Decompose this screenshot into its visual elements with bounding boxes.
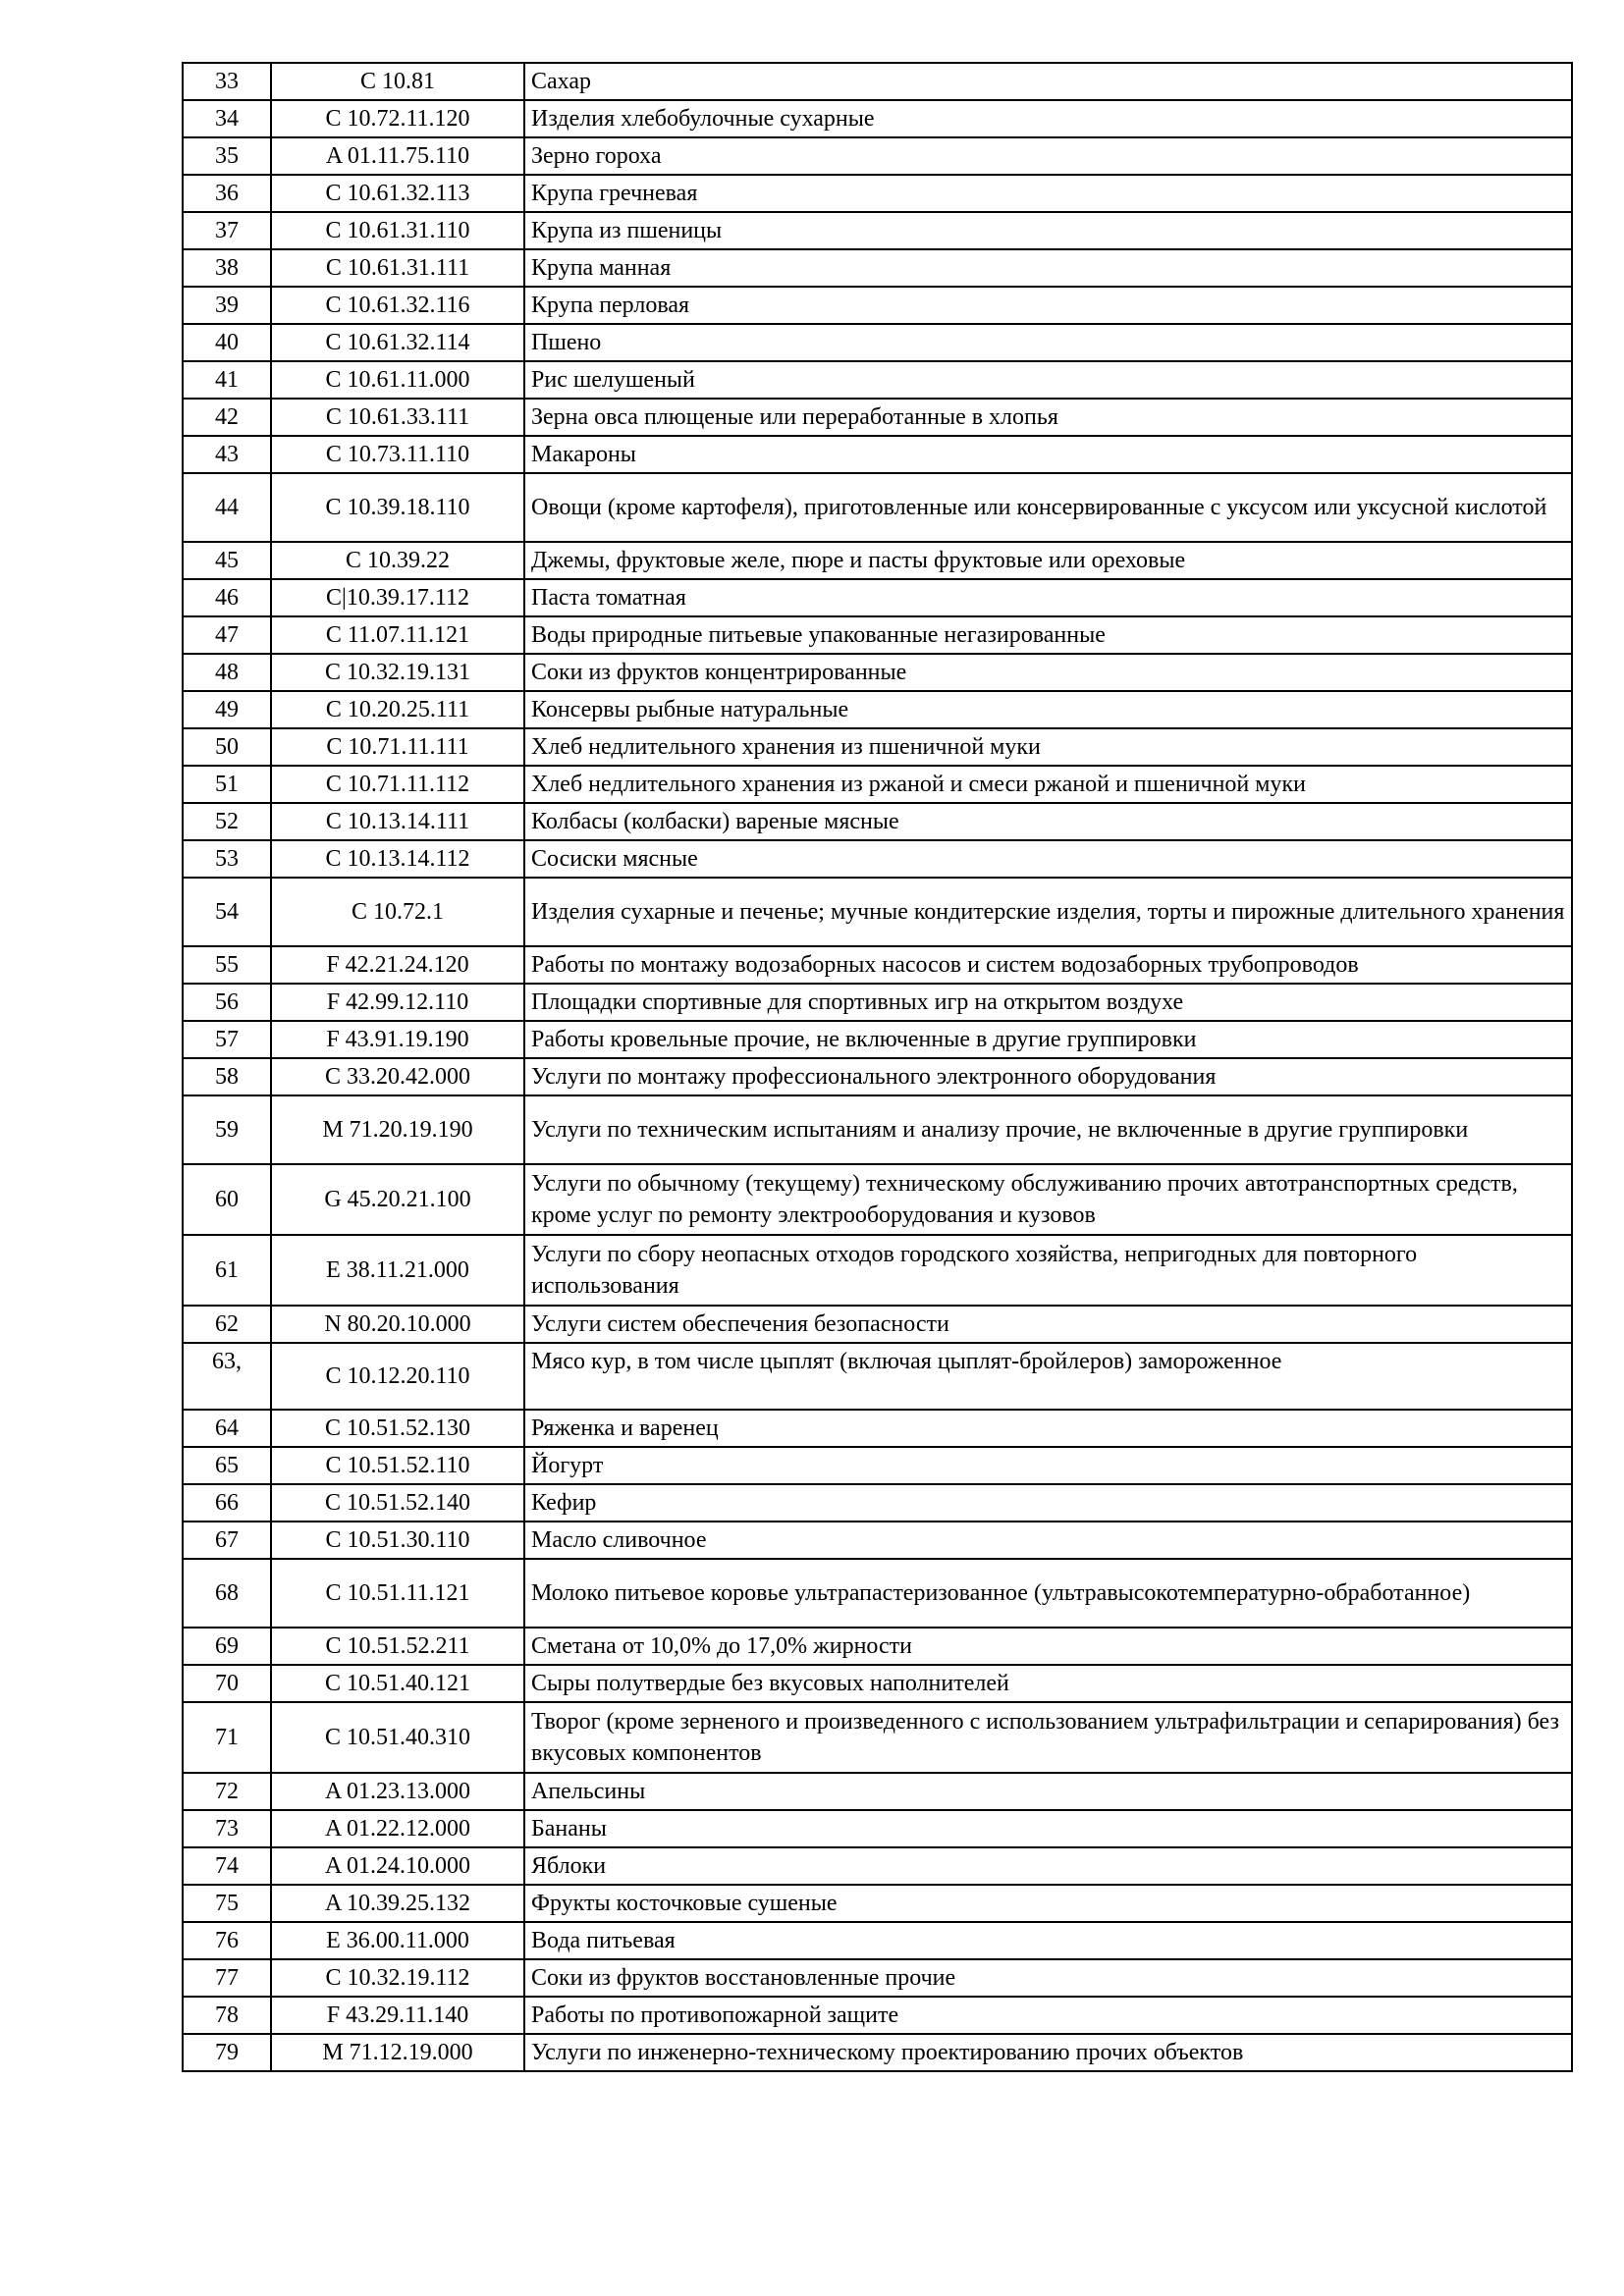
- item-name: Молоко питьевое коровье ультрапастеризованное (ультравысокотемпературно-обработанное): [524, 1559, 1572, 1628]
- row-number: 54: [183, 878, 271, 946]
- table-row: [183, 984, 1572, 1021]
- table-row: [183, 1447, 1572, 1484]
- item-name: Апельсины: [524, 1773, 1572, 1810]
- row-number: 69: [183, 1628, 271, 1665]
- item-name: Ряженка и варенец: [524, 1410, 1572, 1447]
- table-row: [183, 137, 1572, 175]
- okpd-code: C 10.72.1: [271, 878, 524, 946]
- item-name: Макароны: [524, 436, 1572, 473]
- table-row: [183, 249, 1572, 287]
- row-number: 76: [183, 1922, 271, 1959]
- okpd-code: C 10.51.11.121: [271, 1559, 524, 1628]
- table-row: [183, 473, 1572, 542]
- table-row: [183, 1665, 1572, 1702]
- item-name: Соки из фруктов концентрированные: [524, 654, 1572, 691]
- item-name: Яблоки: [524, 1847, 1572, 1885]
- table-row: [183, 1306, 1572, 1343]
- row-number: 47: [183, 616, 271, 654]
- item-name: Фрукты косточковые сушеные: [524, 1885, 1572, 1922]
- item-name: Работы по противопожарной защите: [524, 1997, 1572, 2034]
- row-number: 66: [183, 1484, 271, 1522]
- okpd-code: C 10.51.30.110: [271, 1522, 524, 1559]
- table-row: [183, 399, 1572, 436]
- row-number: 44: [183, 473, 271, 542]
- row-number: 50: [183, 728, 271, 766]
- table-row: [183, 840, 1572, 878]
- okpd-code: C 10.61.32.114: [271, 324, 524, 361]
- row-number: 56: [183, 984, 271, 1021]
- item-name: Услуги по обычному (текущему) техническому обслуживанию прочих автотранспортных средств, кроме услуг по ремонту электрооборудования и кузовов: [524, 1164, 1572, 1235]
- row-number: 70: [183, 1665, 271, 1702]
- table-row: [183, 100, 1572, 137]
- okpd-code: E 36.00.11.000: [271, 1922, 524, 1959]
- okpd-code: C 10.13.14.111: [271, 803, 524, 840]
- okpd-code: C 10.61.32.113: [271, 175, 524, 212]
- row-number: 79: [183, 2034, 271, 2071]
- item-name: Вода питьевая: [524, 1922, 1572, 1959]
- okpd-code: F 43.91.19.190: [271, 1021, 524, 1058]
- okpd-code: C 10.81: [271, 63, 524, 100]
- row-number: 38: [183, 249, 271, 287]
- item-name: Сосиски мясные: [524, 840, 1572, 878]
- item-name: Бананы: [524, 1810, 1572, 1847]
- row-number: 58: [183, 1058, 271, 1095]
- table-row: [183, 1702, 1572, 1773]
- row-number: 75: [183, 1885, 271, 1922]
- table-row: [183, 803, 1572, 840]
- table-row: [183, 1628, 1572, 1665]
- item-name: Сыры полутвердые без вкусовых наполнителей: [524, 1665, 1572, 1702]
- item-name: Пшено: [524, 324, 1572, 361]
- item-name: Консервы рыбные натуральные: [524, 691, 1572, 728]
- item-name: Изделия хлебобулочные сухарные: [524, 100, 1572, 137]
- row-number: 48: [183, 654, 271, 691]
- table-row: [183, 1810, 1572, 1847]
- okpd-code: M 71.12.19.000: [271, 2034, 524, 2071]
- item-name: Творог (кроме зерненого и произведенного с использованием ультрафильтрации и сепарирования) без вкусовых компонентов: [524, 1702, 1572, 1773]
- item-name: Крупа перловая: [524, 287, 1572, 324]
- okpd-code: C 10.61.33.111: [271, 399, 524, 436]
- item-name: Паста томатная: [524, 579, 1572, 616]
- row-number: 71: [183, 1702, 271, 1773]
- okpd-code: C 10.61.31.110: [271, 212, 524, 249]
- okpd-code: C 10.39.18.110: [271, 473, 524, 542]
- table-row: [183, 1997, 1572, 2034]
- item-name: Услуги по сбору неопасных отходов городского хозяйства, непригодных для повторного использования: [524, 1235, 1572, 1306]
- item-name: Крупа манная: [524, 249, 1572, 287]
- table-row: [183, 1235, 1572, 1306]
- item-name: Изделия сухарные и печенье; мучные кондитерские изделия, торты и пирожные длительного хранения: [524, 878, 1572, 946]
- okpd-code: C 10.51.52.140: [271, 1484, 524, 1522]
- row-number: 73: [183, 1810, 271, 1847]
- row-number: 68: [183, 1559, 271, 1628]
- table-row: [183, 1773, 1572, 1810]
- row-number: 61: [183, 1235, 271, 1306]
- row-number: 78: [183, 1997, 271, 2034]
- item-name: Йогурт: [524, 1447, 1572, 1484]
- row-number: 33: [183, 63, 271, 100]
- table-row: [183, 1522, 1572, 1559]
- table-row: [183, 616, 1572, 654]
- row-number: 42: [183, 399, 271, 436]
- table-row: [183, 1343, 1572, 1410]
- item-name: Воды природные питьевые упакованные негазированные: [524, 616, 1572, 654]
- table-row: [183, 175, 1572, 212]
- item-name: Рис шелушеный: [524, 361, 1572, 399]
- okpd-code: C 10.13.14.112: [271, 840, 524, 878]
- okpd-code: G 45.20.21.100: [271, 1164, 524, 1235]
- row-number: 53: [183, 840, 271, 878]
- row-number: 74: [183, 1847, 271, 1885]
- row-number: 46: [183, 579, 271, 616]
- table-row: [183, 946, 1572, 984]
- table-row: [183, 1021, 1572, 1058]
- table-row: [183, 691, 1572, 728]
- okpd-code: C 10.39.22: [271, 542, 524, 579]
- item-name: Крупа из пшеницы: [524, 212, 1572, 249]
- table-row: [183, 1922, 1572, 1959]
- item-name: Услуги по техническим испытаниям и анализу прочие, не включенные в другие группировки: [524, 1095, 1572, 1164]
- okpd-code: A 01.23.13.000: [271, 1773, 524, 1810]
- row-number: 39: [183, 287, 271, 324]
- table-row: [183, 654, 1572, 691]
- table-row: [183, 1559, 1572, 1628]
- row-number: 72: [183, 1773, 271, 1810]
- row-number: 34: [183, 100, 271, 137]
- okpd-code: C|10.39.17.112: [271, 579, 524, 616]
- item-name: Масло сливочное: [524, 1522, 1572, 1559]
- item-name: Колбасы (колбаски) вареные мясные: [524, 803, 1572, 840]
- okpd-code: C 10.51.40.310: [271, 1702, 524, 1773]
- table-row: [183, 287, 1572, 324]
- item-name: Услуги систем обеспечения безопасности: [524, 1306, 1572, 1343]
- okpd-code: C 10.61.32.116: [271, 287, 524, 324]
- okpd-code: C 10.73.11.110: [271, 436, 524, 473]
- okpd-code: F 42.99.12.110: [271, 984, 524, 1021]
- item-name: Соки из фруктов восстановленные прочие: [524, 1959, 1572, 1997]
- row-number: 40: [183, 324, 271, 361]
- okpd-code: C 10.32.19.112: [271, 1959, 524, 1997]
- table-row: [183, 63, 1572, 100]
- okpd-code: C 10.51.52.110: [271, 1447, 524, 1484]
- row-number: 43: [183, 436, 271, 473]
- row-number: 55: [183, 946, 271, 984]
- okpd-code: C 10.32.19.131: [271, 654, 524, 691]
- okpd-code: E 38.11.21.000: [271, 1235, 524, 1306]
- table-row: [183, 1847, 1572, 1885]
- okpd-code: C 10.71.11.111: [271, 728, 524, 766]
- item-name: Мясо кур, в том числе цыплят (включая цыплят-бройлеров) замороженное: [524, 1343, 1572, 1410]
- table-row: [183, 1885, 1572, 1922]
- table-row: [183, 1164, 1572, 1235]
- okpd-code: C 10.51.40.121: [271, 1665, 524, 1702]
- okpd-code: C 10.12.20.110: [271, 1343, 524, 1410]
- okpd-code: C 10.20.25.111: [271, 691, 524, 728]
- okpd-code: A 01.11.75.110: [271, 137, 524, 175]
- item-name: Кефир: [524, 1484, 1572, 1522]
- table-row: [183, 542, 1572, 579]
- row-number: 60: [183, 1164, 271, 1235]
- row-number: 41: [183, 361, 271, 399]
- row-number: 51: [183, 766, 271, 803]
- row-number: 45: [183, 542, 271, 579]
- table-row: [183, 728, 1572, 766]
- table-row: [183, 1410, 1572, 1447]
- row-number: 35: [183, 137, 271, 175]
- item-name: Услуги по монтажу профессионального электронного оборудования: [524, 1058, 1572, 1095]
- item-name: Работы по монтажу водозаборных насосов и систем водозаборных трубопроводов: [524, 946, 1572, 984]
- row-number: 64: [183, 1410, 271, 1447]
- row-number: 77: [183, 1959, 271, 1997]
- row-number: 59: [183, 1095, 271, 1164]
- row-number: 52: [183, 803, 271, 840]
- row-number: 37: [183, 212, 271, 249]
- row-number: 62: [183, 1306, 271, 1343]
- row-number: 65: [183, 1447, 271, 1484]
- row-number: 67: [183, 1522, 271, 1559]
- item-name: Овощи (кроме картофеля), приготовленные или консервированные с уксусом или уксусной кислотой: [524, 473, 1572, 542]
- okpd-code-table: [182, 62, 1573, 2072]
- okpd-code: C 10.51.52.211: [271, 1628, 524, 1665]
- row-number: 49: [183, 691, 271, 728]
- okpd-code: C 10.61.31.111: [271, 249, 524, 287]
- okpd-code: C 10.61.11.000: [271, 361, 524, 399]
- table-row: [183, 579, 1572, 616]
- item-name: Сметана от 10,0% до 17,0% жирности: [524, 1628, 1572, 1665]
- table-row: [183, 878, 1572, 946]
- row-number: 36: [183, 175, 271, 212]
- table-row: [183, 324, 1572, 361]
- table-body: [183, 63, 1572, 2071]
- table-row: [183, 2034, 1572, 2071]
- item-name: Зерно гороха: [524, 137, 1572, 175]
- table-row: [183, 766, 1572, 803]
- item-name: Услуги по инженерно-техническому проектированию прочих объектов: [524, 2034, 1572, 2071]
- item-name: Площадки спортивные для спортивных игр на открытом воздухе: [524, 984, 1572, 1021]
- table-row: [183, 212, 1572, 249]
- okpd-code: F 42.21.24.120: [271, 946, 524, 984]
- item-name: Хлеб недлительного хранения из пшеничной муки: [524, 728, 1572, 766]
- table-row: [183, 361, 1572, 399]
- item-name: Зерна овса плющеные или переработанные в хлопья: [524, 399, 1572, 436]
- table-row: [183, 1959, 1572, 1997]
- item-name: Джемы, фруктовые желе, пюре и пасты фруктовые или ореховые: [524, 542, 1572, 579]
- row-number: 63,: [183, 1343, 271, 1410]
- okpd-code: C 11.07.11.121: [271, 616, 524, 654]
- table-row: [183, 1095, 1572, 1164]
- okpd-code: M 71.20.19.190: [271, 1095, 524, 1164]
- okpd-code: F 43.29.11.140: [271, 1997, 524, 2034]
- table-row: [183, 1058, 1572, 1095]
- okpd-code: A 10.39.25.132: [271, 1885, 524, 1922]
- row-number: 57: [183, 1021, 271, 1058]
- table-row: [183, 1484, 1572, 1522]
- okpd-code: C 10.71.11.112: [271, 766, 524, 803]
- okpd-code: C 10.51.52.130: [271, 1410, 524, 1447]
- okpd-code: C 33.20.42.000: [271, 1058, 524, 1095]
- okpd-code: N 80.20.10.000: [271, 1306, 524, 1343]
- item-name: Сахар: [524, 63, 1572, 100]
- okpd-code: C 10.72.11.120: [271, 100, 524, 137]
- okpd-code: A 01.22.12.000: [271, 1810, 524, 1847]
- item-name: Крупа гречневая: [524, 175, 1572, 212]
- table-row: [183, 436, 1572, 473]
- item-name: Работы кровельные прочие, не включенные в другие группировки: [524, 1021, 1572, 1058]
- okpd-code: A 01.24.10.000: [271, 1847, 524, 1885]
- item-name: Хлеб недлительного хранения из ржаной и смеси ржаной и пшеничной муки: [524, 766, 1572, 803]
